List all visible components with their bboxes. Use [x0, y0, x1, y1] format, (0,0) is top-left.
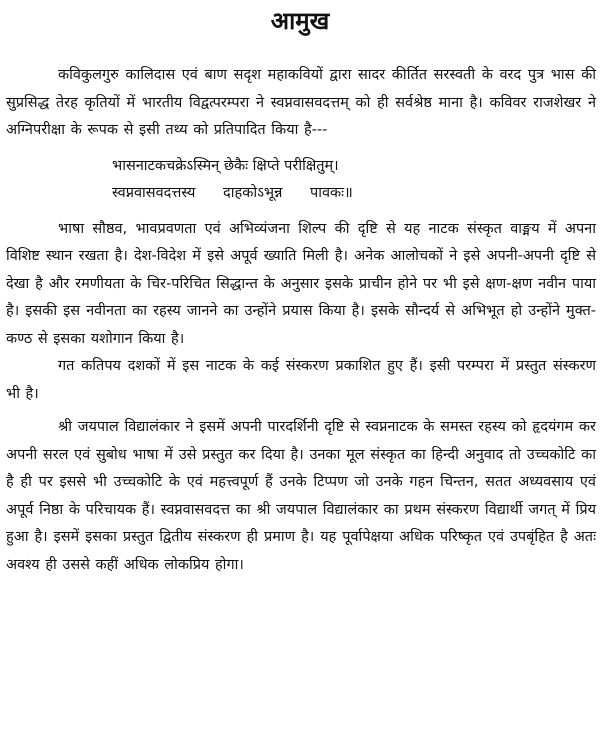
paragraph-editor: श्री जयपाल विद्यालंकार ने इसमें अपनी पारदर्शिनी दृष्टि से स्वप्ननाटक के समस्त रहस्य को हृदयंगम कर अपनी सरल एवं सुबोध भाषा में उसे प्रस्तुत कर दिया है। उनका मूल संस्कृत का हिन्दी अनुवाद तो उच्चकोटि का है ही पर इससे भी उच्चकोटि के एवं महत्त्वपूर्ण हैं उनके टिप्पण जो उनके गहन चिन्तन, सतत अध्यवसाय एवं अपूर्व निष्ठा के परिचायक हैं। स्वप्नवासवदत्त का श्री जयपाल विद्यालंकार का प्रथम संस्करण विद्यार्थी जगत् में प्रिय हुआ है। इसमें इसका प्रस्तुत द्वितीय संस्करण ही प्रमाण है। यह पूर्वापेक्षया अधिक परिष्कृत एवं उपबृंहित है अतः अवश्य ही उससे कहीं अधिक लोकप्रिय होगा।	[6, 419, 596, 573]
paragraph-intro: कविकुलगुरु कालिदास एवं बाण सदृश महाकवियों द्वारा सादर कीर्तित सरस्वती के वरद पुत्र भास की सुप्रसिद्ध तेरह कृतियों में भारतीय विद्वत्परम्परा ने स्वप्नवासवदत्तम् को ही सर्वश्रेष्ठ माना है। कविवर राजशेखर ने अग्निपरीक्षा के रूपक से इसी तथ्य को प्रतिपादित किया है---	[6, 67, 596, 138]
paragraph-editions: गत कतिपय दशकों में इस नाटक के कई संस्करण प्रकाशित हुए हैं। इसी परम्परा में प्रस्तुत संस्करण भी है।	[6, 358, 596, 402]
verse-quote	[0, 153, 600, 208]
verse-line-1: भासनाटकचक्रेऽस्मिन् छेकैः क्षिप्ते परीक्षितुम्।	[112, 157, 339, 174]
verse-line-2: स्वप्नवासवदत्तस्य दाहकोऽभून्न पावकः॥	[112, 185, 353, 201]
page-title: आमुख	[270, 7, 330, 35]
paragraph-style: भाषा सौष्ठव, भावप्रवणता एवं अभिव्यंजना शिल्प की दृष्टि से यह नाटक संस्कृत वाङ्मय में अपना विशिष्ट स्थान रखता है। देश-विदेश में इसे अपूर्व ख्याति मिली है। अनेक आलोचकों ने इसे अपनी-अपनी दृष्टि से देखा है और रमणीयता के चिर-परिचित सिद्धान्त के अनुसार इसके प्राचीन होने पर भी इसे क्षण-क्षण नवीन पाया है। इसकी इस नवीनता का रहस्य जानने का उन्होंने प्रयास किया है। इसके सौन्दर्य से अभिभूत हो उन्होंने मुक्त-कण्ठ से इसका यशोगान किया है।	[6, 220, 596, 347]
